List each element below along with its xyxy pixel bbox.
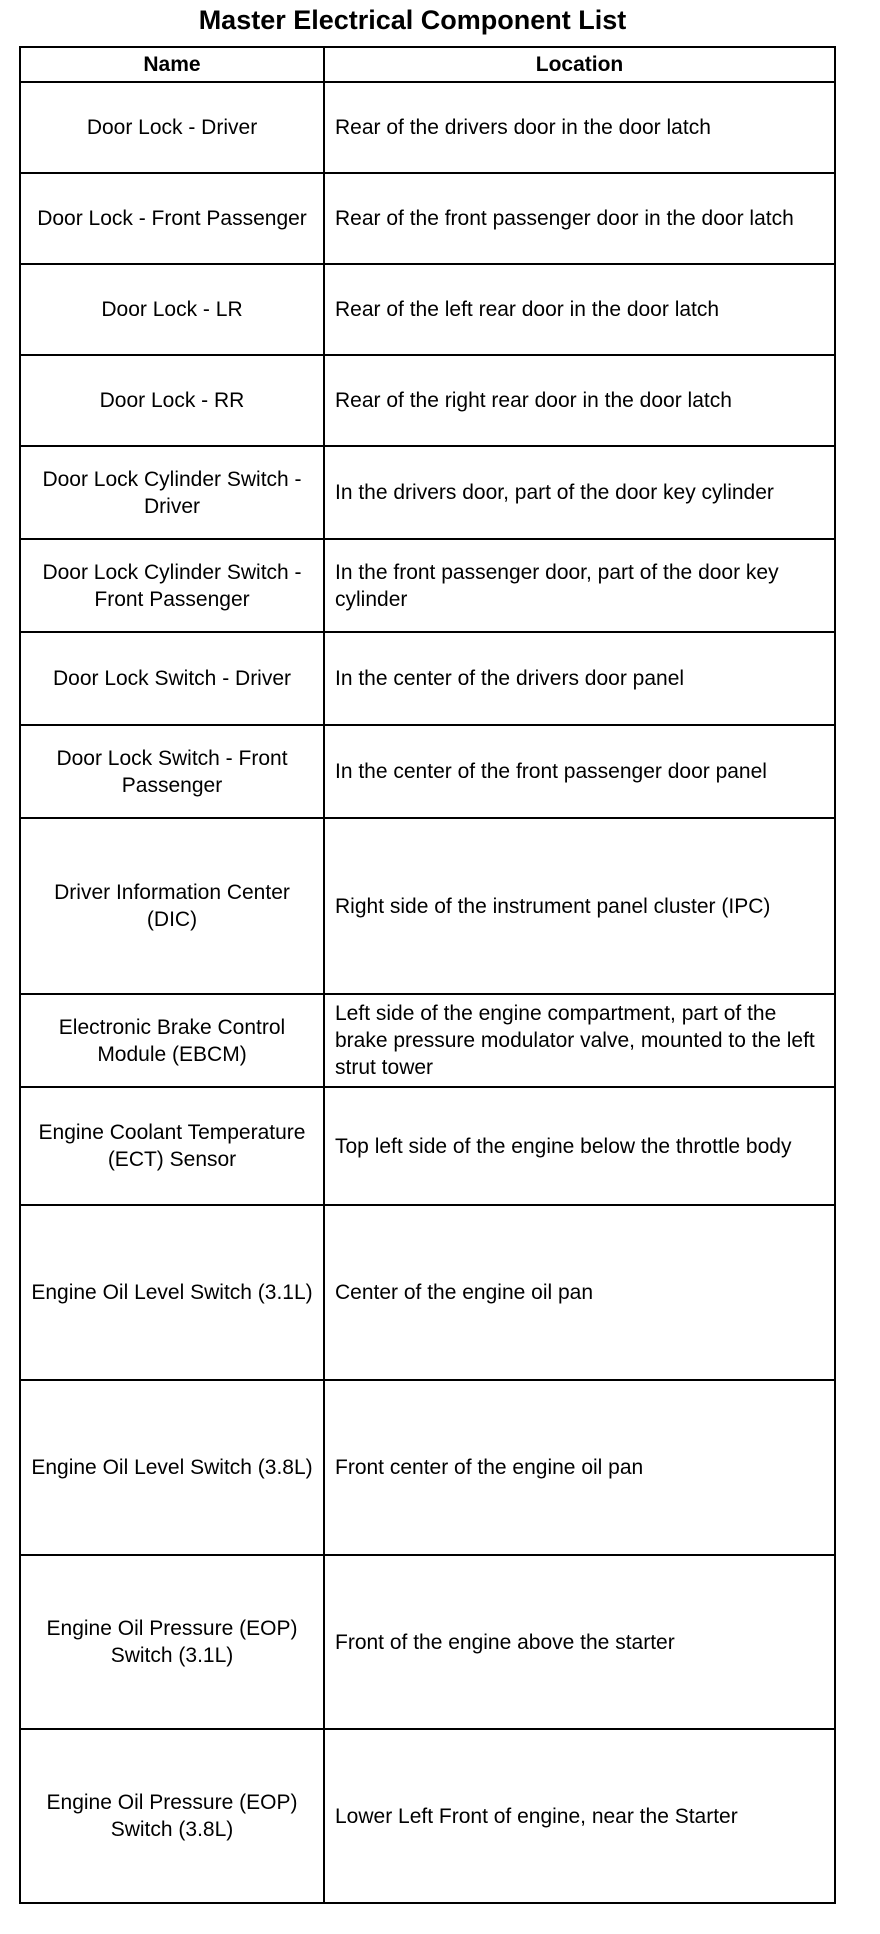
table-row — [20, 173, 835, 264]
component-name: Door Lock - Front Passenger — [20, 173, 324, 264]
component-name: Driver Information Center (DIC) — [20, 818, 324, 994]
table-row — [20, 1205, 835, 1380]
component-name: Door Lock Switch - Driver — [20, 632, 324, 725]
table-row — [20, 818, 835, 994]
component-location: Top left side of the engine below the throttle body — [324, 1087, 835, 1205]
table-row — [20, 1729, 835, 1903]
component-location: Rear of the right rear door in the door latch — [324, 355, 835, 446]
component-location: Center of the engine oil pan — [324, 1205, 835, 1380]
component-name: Door Lock Cylinder Switch - Driver — [20, 446, 324, 539]
component-name: Door Lock Cylinder Switch - Front Passenger — [20, 539, 324, 632]
component-name: Engine Oil Level Switch (3.1L) — [20, 1205, 324, 1380]
component-location: Rear of the front passenger door in the door latch — [324, 173, 835, 264]
component-location: Front center of the engine oil pan — [324, 1380, 835, 1555]
table-row — [20, 725, 835, 818]
table-row — [20, 446, 835, 539]
table-row — [20, 82, 835, 173]
component-location: Left side of the engine compartment, part of the brake pressure modulator valve, mounted to the left strut tower — [324, 994, 835, 1087]
component-name: Electronic Brake Control Module (EBCM) — [20, 994, 324, 1087]
component-location: Front of the engine above the starter — [324, 1555, 835, 1729]
component-location: Right side of the instrument panel cluster (IPC) — [324, 818, 835, 994]
component-name: Door Lock - LR — [20, 264, 324, 355]
page-title: Master Electrical Component List — [198, 5, 627, 35]
component-location: Lower Left Front of engine, near the Starter — [324, 1729, 835, 1903]
component-name: Engine Coolant Temperature (ECT) Sensor — [20, 1087, 324, 1205]
table-row — [20, 539, 835, 632]
component-name: Engine Oil Pressure (EOP) Switch (3.8L) — [20, 1729, 324, 1903]
component-location: In the drivers door, part of the door key cylinder — [324, 446, 835, 539]
component-location: In the center of the drivers door panel — [324, 632, 835, 725]
component-location: Rear of the drivers door in the door latch — [324, 82, 835, 173]
column-header-location: Location — [324, 47, 835, 82]
component-location: In the center of the front passenger door panel — [324, 725, 835, 818]
table-header-row — [20, 47, 835, 82]
component-name: Engine Oil Level Switch (3.8L) — [20, 1380, 324, 1555]
table-row — [20, 264, 835, 355]
table-row — [20, 1087, 835, 1205]
component-location: In the front passenger door, part of the door key cylinder — [324, 539, 835, 632]
component-table — [19, 46, 836, 1904]
component-location: Rear of the left rear door in the door latch — [324, 264, 835, 355]
table-row — [20, 632, 835, 725]
column-header-name: Name — [20, 47, 324, 82]
table-row — [20, 355, 835, 446]
table-row — [20, 1380, 835, 1555]
table-row — [20, 994, 835, 1087]
component-name: Door Lock Switch - Front Passenger — [20, 725, 324, 818]
component-name: Engine Oil Pressure (EOP) Switch (3.1L) — [20, 1555, 324, 1729]
component-name: Door Lock - RR — [20, 355, 324, 446]
table-row — [20, 1555, 835, 1729]
component-name: Door Lock - Driver — [20, 82, 324, 173]
